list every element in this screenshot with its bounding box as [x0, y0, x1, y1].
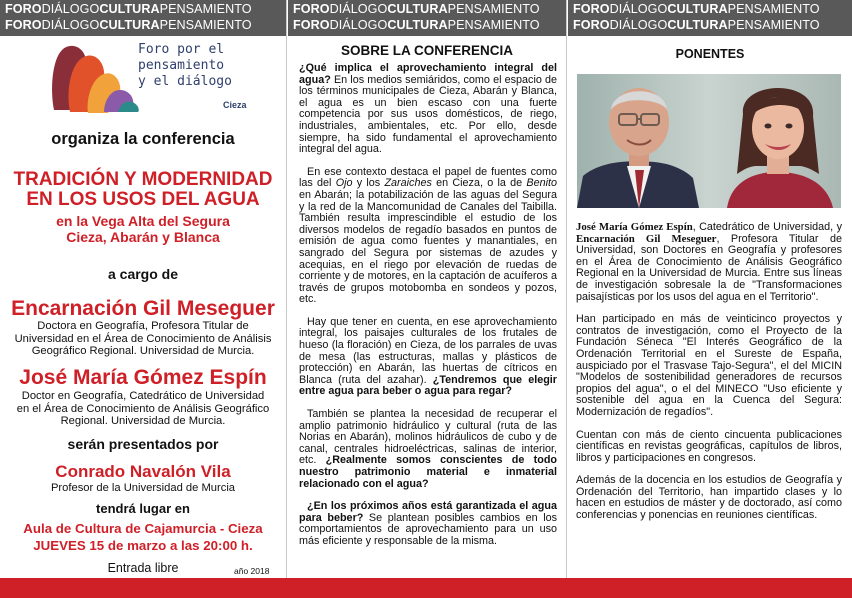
header-word: CULTURA [387, 2, 448, 16]
header-line [5, 17, 286, 33]
foro-logo [48, 40, 247, 116]
header-line [5, 1, 286, 17]
column-left [0, 0, 286, 578]
header-banner [0, 0, 286, 36]
speakers-photo [577, 74, 841, 208]
logo-wordmark [138, 42, 232, 90]
column-right [568, 0, 852, 578]
header-word: PENSAMIENTO [727, 18, 820, 32]
header-word: PENSAMIENTO [727, 2, 820, 16]
header-word: DIÁLOGO [609, 18, 668, 32]
presenter-name: Conrado Navalón Vila [55, 462, 231, 481]
italic-term: Zaraiches [384, 177, 432, 190]
venue-label: tendrá lugar en [96, 501, 190, 516]
speaker1-description [0, 320, 286, 358]
header-word: FORO [573, 18, 610, 32]
conference-body [299, 63, 557, 559]
header-word: PENSAMIENTO [447, 2, 540, 16]
desc-line: Universidad en el Área de Conocimiento de Análisis [14, 332, 272, 345]
paragraph-text: en Abarán; la potabilización de las aguas del Segura y la red de la Mancomunidad de Canales del Taibilla. También resulta imprescindible el estudio de los diversos modelos de regadío basados en puntos de emisión de agua como fuentes y manantiales, en sangrado del Segura por sistemas de azudes y acequias, en el riego por elevación de ruedas de corriente y de motores, en la captación de acuíferos a través de grupos motobomba en sondeos y pozos, etc. [299, 188, 557, 306]
logo-line: Foro por el [138, 42, 225, 57]
header-word: FORO [293, 2, 330, 16]
paragraph: Han participado en más de veinticinco proyectos y contratos de investigación, como el Proyecto de la Fundación Séneca "El Interés Geográfico de la Ordenación Territorial en el Sureste de España, auspiciado por el Trasvase Tajo-Segura", el del MICIN "Modelos de sostenibilidad generadores de recursos propios del agua", o el del MINECO "Uso eficiente y sostenible del agua en la Cuenca del Segura: Modernización de regadíos". [576, 313, 842, 418]
paragraph-text: En ese contexto destaca el papel de fuentes como las del [299, 165, 557, 190]
header-banner [288, 0, 566, 36]
paragraph [299, 501, 557, 547]
paragraph: Además de la docencia en los estudios de Geografía y Ordenación del Territorio, han impartido clases y lo hacen en estudios de máster y de doctorado, así como conferencias y ponencias en reuniones científicas. [576, 474, 842, 522]
header-word: PENSAMIENTO [447, 18, 540, 32]
logo-line: y el diálogo [138, 74, 232, 89]
entry-note: Entrada libre [107, 561, 179, 575]
desc-line: Doctor en Geografía, Catedrático de Universidad [21, 390, 265, 402]
paragraph-text: Se plantean posibles cambios en los comportamientos de aprovechamiento para un uso más eficiente y responsable de la misma. [299, 511, 557, 547]
paragraph: Cuentan con más de ciento cincuenta publicaciones científicas en revistas geográficas, capítulos de libros, libros y participaciones en congresos. [576, 428, 842, 464]
question: ¿En los próximos años está garantizada el agua para beber? [299, 500, 557, 524]
speaker2-description [0, 390, 286, 428]
header-word: DIÁLOGO [329, 2, 388, 16]
header-word: CULTURA [99, 2, 160, 16]
italic-term: Benito [526, 177, 557, 190]
paragraph [299, 167, 557, 306]
question: ¿Tendremos que elegir entre agua para beber o agua para regar? [299, 373, 557, 398]
title-line: TRADICIÓN Y MODERNIDAD [13, 169, 273, 190]
speaker1-name: Encarnación Gil Meseguer [11, 297, 275, 320]
organiza-label: organiza la conferencia [51, 130, 235, 148]
presented-by-label: serán presentados por [67, 436, 219, 452]
paragraph-text: y los [352, 177, 385, 190]
italic-term: Ojo [335, 177, 353, 190]
colorful-heads-logo-icon [48, 40, 143, 116]
header-line [573, 1, 852, 17]
header-word: DIÁLOGO [329, 18, 388, 32]
year-label: año 2018 [234, 566, 270, 576]
desc-line: en el Área de Conocimiento de Análisis Geográfico [16, 402, 270, 415]
header-line [573, 17, 852, 33]
paragraph-text: Hay que tener en cuenta, en ese aprovechamiento integral, los paisajes culturales de los frutales de hueso (la floración) en Cieza, de los parrales de uvas de mesa (las estructuras, mallas y plásticos de protección) en Abarán, las huertas de cítricos en Blanca (ruta del azahar). [299, 315, 557, 386]
conference-title [0, 170, 286, 210]
conference-subtitle [0, 213, 286, 245]
header-word: DIÁLOGO [41, 18, 100, 32]
cargo-label: a cargo de [107, 266, 179, 282]
header-word: CULTURA [387, 18, 448, 32]
desc-line: Doctora en Geografía, Profesora Titular de [37, 320, 249, 332]
speakers-title: PONENTES [675, 47, 745, 61]
header-word: PENSAMIENTO [159, 18, 252, 32]
speakers-body [576, 222, 842, 533]
presenter-description: Profesor de la Universidad de Murcia [50, 482, 236, 494]
title-line: EN LOS USOS DEL AGUA [26, 189, 260, 210]
header-banner [568, 0, 852, 36]
section-title: SOBRE LA CONFERENCIA [340, 43, 513, 58]
venue-name: Aula de Cultura de Cajamurcia - Cieza [23, 521, 263, 536]
logo-line: pensamiento [138, 58, 225, 73]
header-word: DIÁLOGO [41, 2, 100, 16]
desc-line: Regional. Universidad de Murcia. [60, 415, 226, 427]
header-line [293, 1, 566, 17]
paragraph [299, 317, 557, 398]
paragraph [299, 409, 557, 490]
event-date: JUEVES 15 de marzo a las 20:00 h. [33, 538, 253, 553]
speaker2-name: José María Gómez Espín [19, 366, 267, 389]
header-word: FORO [293, 18, 330, 32]
subtitle-line: en la Vega Alta del Segura [56, 213, 230, 229]
paragraph-text: en Cieza, o la de [431, 177, 527, 190]
paragraph-text: , Profesora Titular de Universidad, son Doctores en Geografía y profesores en el Área de Conocimiento de Análisis Geográfico Regional en la Universidad de Murcia. Entre sus líneas de investigación sobresale la de "Transformaciones paisajísticas por los usos del agua en el Territorio". [576, 232, 842, 303]
header-word: CULTURA [667, 18, 728, 32]
speakers-portrait-photo [577, 74, 841, 208]
header-word: FORO [573, 2, 610, 16]
paragraph [299, 63, 557, 156]
column-middle [288, 0, 566, 578]
question: ¿Qué implica el aprovechamiento integral del agua? [299, 62, 557, 86]
paragraph [576, 222, 842, 303]
column-divider [566, 0, 567, 578]
desc-line: Geográfico Regional. Universidad de Murcia. [31, 345, 255, 357]
question: ¿Realmente somos conscientes de todo nuestro patrimonio material e inmaterial relacionado con el agua? [299, 454, 558, 490]
header-word: CULTURA [99, 18, 160, 32]
header-word: CULTURA [667, 2, 728, 16]
subtitle-line: Cieza, Abarán y Blanca [66, 229, 220, 245]
column-divider [286, 0, 287, 578]
logo-place: Cieza [223, 100, 247, 110]
paragraph-text: , Catedrático de Universidad, y [692, 221, 842, 233]
paragraph-text: También se plantea la necesidad de recuperar el amplio patrimonio hidráulico y cultural (ruta de las Norias en Abarán), molinos hidráulicos de cubo y de canal, centrales hidroeléctricas, salinas de interior, etc. [299, 408, 557, 467]
header-word: PENSAMIENTO [159, 2, 252, 16]
speaker-name: José María Gómez Espín [576, 221, 693, 233]
header-word: FORO [5, 2, 42, 16]
paragraph-text: En los medios semiáridos, como el espacio de los términos municipales de Cieza, Abarán y Blanca, el agua es un bien escaso con una fuerte competencia por sus usos domésticos, de riego, industriales, ambientales, etc. Por ello, desde siempre, ha sido fundamental el aprovechamiento integral del agua. [299, 73, 557, 156]
header-line [293, 17, 566, 33]
header-word: DIÁLOGO [609, 2, 668, 16]
footer-red-bar [0, 578, 852, 598]
header-word: FORO [5, 18, 42, 32]
speaker-name: Encarnación Gil Meseguer [576, 232, 717, 245]
